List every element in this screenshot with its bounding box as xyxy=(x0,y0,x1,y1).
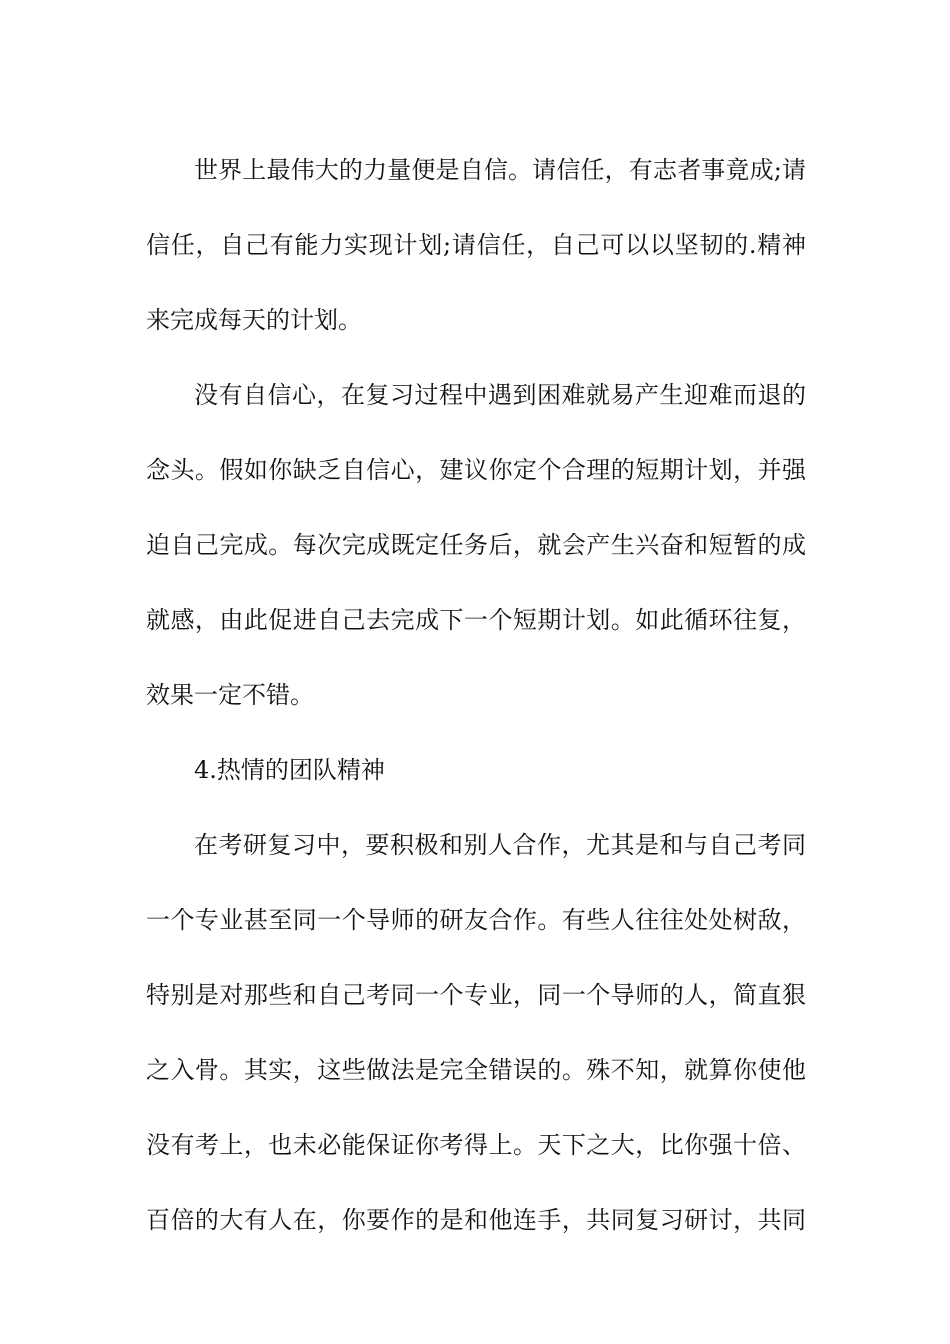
text-line: 之入骨。其实，这些做法是完全错误的。殊不知，就算你使他 xyxy=(146,1056,806,1084)
text-line: 就感，由此促进自己去完成下一个短期计划。如此循环往复， xyxy=(146,606,806,634)
text-line: 迫自己完成。每次完成既定任务后，就会产生兴奋和短暂的成 xyxy=(146,531,806,559)
text-line: 百倍的大有人在，你要作的是和他连手，共同复习研讨，共同 xyxy=(146,1206,806,1234)
paragraph-lack-of-confidence xyxy=(146,358,806,733)
text-line: 世界上最伟大的力量便是自信。请信任，有志者事竟成;请 xyxy=(194,156,806,184)
text-line: 来完成每天的计划。 xyxy=(146,306,362,334)
section-heading-text: 4.热情的团队精神 xyxy=(194,756,385,784)
paragraph-confidence-power xyxy=(146,133,806,358)
section-heading xyxy=(146,733,806,808)
text-line: 特别是对那些和自己考同一个专业，同一个导师的人，简直狠 xyxy=(146,981,806,1009)
text-line: 没有考上，也未必能保证你考得上。天下之大，比你强十倍、 xyxy=(146,1131,806,1159)
text-line: 没有自信心，在复习过程中遇到困难就易产生迎难而退的 xyxy=(194,381,806,409)
text-line: 在考研复习中，要积极和别人合作，尤其是和与自己考同 xyxy=(194,831,806,859)
text-line: 念头。假如你缺乏自信心，建议你定个合理的短期计划，并强 xyxy=(146,456,806,484)
paragraph-team-spirit xyxy=(146,808,806,1258)
text-line: 信任，自己有能力实现计划;请信任，自己可以以坚韧的.精神 xyxy=(146,231,806,259)
text-line: 效果一定不错。 xyxy=(146,681,314,709)
text-line: 一个专业甚至同一个导师的研友合作。有些人往往处处树敌， xyxy=(146,906,806,934)
document-body xyxy=(146,133,806,1258)
